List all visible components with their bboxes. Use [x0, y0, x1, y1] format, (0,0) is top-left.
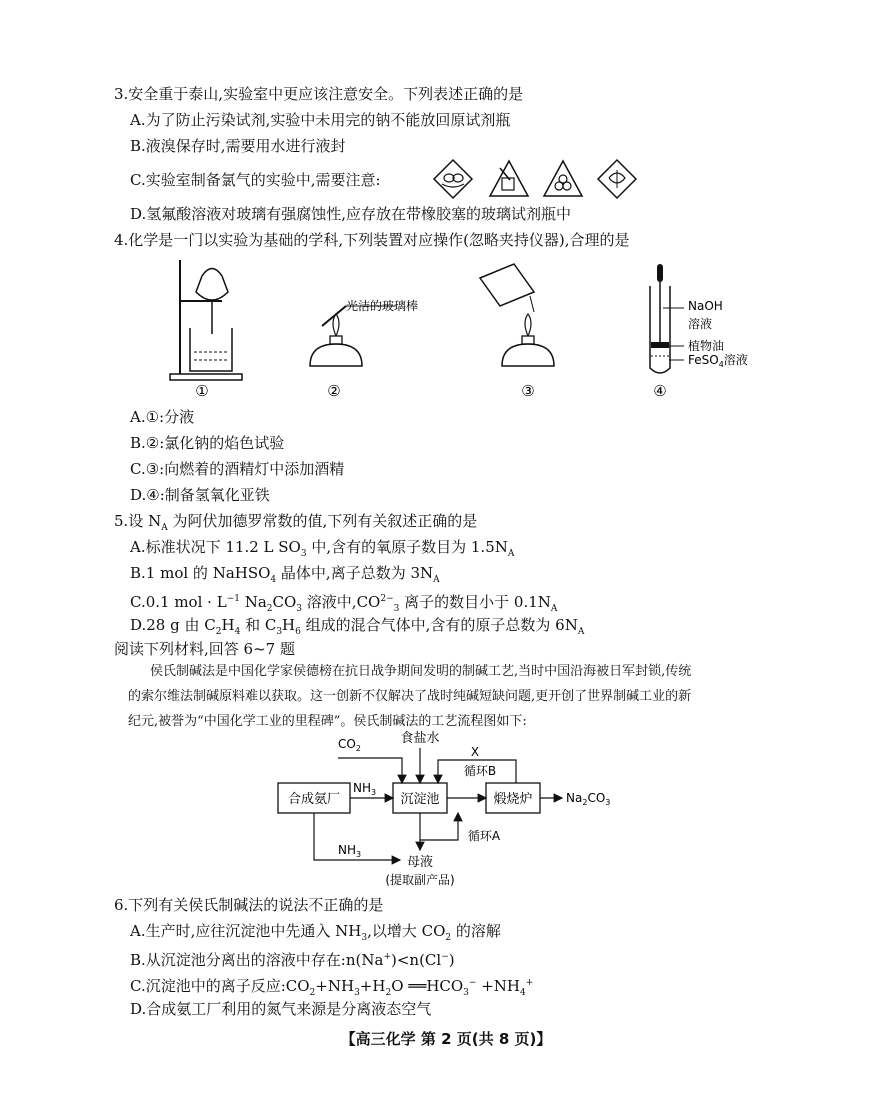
reading-paragraph-line-2: 的索尔维法制碱原料难以获取。这一创新不仅解决了战时纯碱短缺问题,更开创了世界制碱工业的新	[128, 689, 692, 704]
q6-option-a: A.生产时,应往沉淀池中先通入 $NH_3$,以增大 $CO_2$ 的溶解	[130, 922, 501, 943]
fig2-alcohol-lamp	[310, 306, 396, 366]
goggles-icon	[434, 160, 472, 198]
fig3-adding-alcohol	[480, 264, 554, 366]
q4-apparatus-figure	[150, 256, 770, 404]
q3-hazard-icons	[432, 158, 642, 200]
process-flow-diagram	[270, 728, 660, 890]
fig4-oil-label: 植物油	[688, 339, 725, 353]
q4-option-b: B.②:氯化钠的焰色试验	[130, 434, 285, 452]
q6-stem: 6.下列有关侯氏制碱法的说法不正确的是	[114, 896, 384, 914]
nh3-bottom-label: $NH_3$	[338, 843, 362, 859]
byproduct-label: (提取副产品)	[385, 873, 455, 887]
fig1-label: ①	[195, 382, 209, 400]
fig4-naoh-label: NaOH	[688, 299, 723, 313]
brine-label: 食盐水	[400, 731, 440, 746]
fig4-feso4-label: FeSO$_4$溶液	[688, 353, 748, 369]
reading-intro: 阅读下列材料,回答 6~7 题	[114, 640, 295, 658]
mother-liquor-label: 母液	[406, 855, 434, 870]
q5-option-c: C.0.1 mol · $L^{-1}$ $Na_2CO_3$ 溶液中$,CO^{2-}_3$ 离子的数目小于 $0.1N_A$	[130, 593, 558, 614]
cycle-a-label: 循环A	[467, 829, 501, 843]
fig4-test-tube	[650, 264, 684, 373]
co2-label: $CO_2$	[338, 737, 361, 753]
toxic-icon	[544, 161, 582, 196]
q3-option-c: C.实验室制备氯气的实验中,需要注意:	[130, 171, 381, 189]
fig1-separatory-funnel	[170, 260, 242, 380]
q5-option-b: B.1 mol 的 NaHSO$_4$ 晶体中,离子总数为 $3N_A$	[130, 564, 440, 585]
q5-option-a: A.标准状况下 11.2 L $SO_3$ 中,含有的氧原子数目为 $1.5N_A$	[130, 538, 515, 559]
ventilation-icon	[598, 160, 636, 198]
q4-option-a: A.①:分液	[130, 408, 195, 426]
q3-option-a: A.为了防止污染试剂,实验中未用完的钠不能放回原试剂瓶	[130, 111, 511, 129]
fig4-label: ④	[653, 382, 667, 400]
reading-paragraph-line-1: 侯氏制碱法是中国化学家侯德榜在抗日战争期间发明的制碱工艺,当时中国沿海被日军封锁,传统	[150, 664, 692, 679]
fig2-rod-label: 光洁的玻璃棒	[346, 299, 419, 313]
q3-option-d: D.氢氟酸溶液对玻璃有强腐蚀性,应存放在带橡胶塞的玻璃试剂瓶中	[130, 205, 572, 223]
q4-option-c: C.③:向燃着的酒精灯中添加酒精	[130, 460, 345, 478]
precipitation-tank-label: 沉淀池	[400, 792, 440, 807]
ammonia-plant-label: 合成氨厂	[287, 792, 341, 807]
fig4-solution-label: 溶液	[688, 317, 713, 331]
q6-option-c: C.沉淀池中的离子反应$:CO_2+NH_3+H_2O$ $══HCO_3^- +NH_4^+$	[130, 977, 534, 998]
product-label: $Na_2CO_3$	[566, 791, 611, 807]
reading-paragraph-line-3: 纪元,被誉为“中国化学工业的里程碑”。侯氏制碱法的工艺流程图如下:	[128, 714, 527, 729]
q6-option-b: B.从沉淀池分离出的溶液中存在:n(Na+)<n(Cl−)	[130, 951, 455, 969]
furnace-label: 煅烧炉	[493, 792, 533, 807]
q6-option-d: D.合成氨工厂利用的氮气来源是分离液态空气	[130, 1000, 432, 1018]
q4-option-d: D.④:制备氢氧化亚铁	[130, 486, 270, 504]
q4-stem: 4.化学是一门以实验为基础的学科,下列装置对应操作(忽略夹持仪器),合理的是	[114, 231, 630, 249]
co2-arrow	[338, 758, 402, 783]
cycle-b-label: 循环B	[463, 764, 497, 778]
x-label: X	[470, 745, 480, 759]
nh3-top-label: $NH_3$	[353, 781, 377, 797]
q5-option-d: D.28 g 由 $C_2H_4$ 和 $C_3H_6$ 组成的混合气体中,含有的原子总数为 $6N_A$	[130, 616, 585, 637]
cycle-a-arrow	[420, 813, 458, 840]
fig3-label: ③	[521, 382, 535, 400]
q5-stem: 5.设 $N_A$ 为阿伏加德罗常数的值,下列有关叙述正确的是	[114, 512, 478, 533]
page-footer: 【高三化学 第 2 页(共 8 页)】	[340, 1030, 552, 1048]
fig2-label: ②	[327, 382, 341, 400]
q3-option-b: B.液溴保存时,需要用水进行液封	[130, 137, 346, 155]
q3-stem: 3.安全重于泰山,实验室中更应该注意安全。下列表述正确的是	[114, 85, 524, 103]
hand-wash-icon	[490, 161, 528, 196]
